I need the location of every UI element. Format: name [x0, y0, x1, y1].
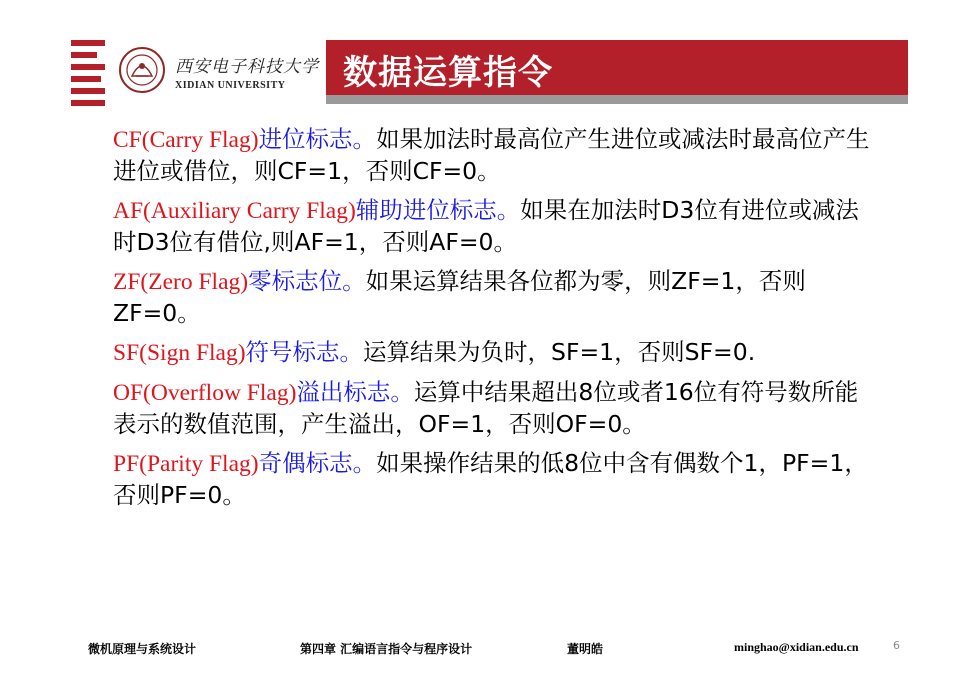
page-number: 6	[893, 639, 900, 652]
flag-item-zf	[113, 266, 873, 329]
flag-name-en: CF(Carry Flag)	[113, 127, 259, 153]
university-name-en: XIDIAN UNIVERSITY	[175, 80, 286, 91]
flag-name-zh: 进位标志。	[258, 125, 377, 153]
side-bar	[71, 64, 105, 70]
side-bar	[71, 88, 105, 94]
side-bar	[71, 40, 105, 46]
flag-item-cf	[113, 124, 873, 187]
flag-name-zh: 奇偶标志。	[258, 449, 377, 477]
flag-name-zh: 溢出标志。	[296, 378, 414, 406]
flag-description: 运算中结果超出8位或者16位有符号数所能表示的数值范围，产生溢出，OF=1，否则OF=0。	[113, 378, 859, 438]
flag-item-pf	[113, 448, 873, 511]
slide-title: 数据运算指令	[343, 53, 553, 93]
flag-name-en: AF(Auxiliary Carry Flag)	[113, 198, 356, 224]
title-shadow	[326, 95, 908, 104]
flag-list	[113, 124, 873, 519]
footer-email: minghao@xidian.edu.cn	[734, 640, 859, 654]
side-bar	[71, 52, 97, 58]
footer-course: 微机原理与系统设计	[88, 642, 197, 656]
flag-description: 如果在加法时D3位有进位或减法时D3位有借位,则AF=1，否则AF=0。	[113, 196, 859, 256]
flag-name-en: OF(Overflow Flag)	[113, 380, 297, 406]
flag-name-en: PF(Parity Flag)	[113, 451, 259, 477]
side-bar	[71, 76, 101, 82]
flag-description: 如果操作结果的低8位中含有偶数个1，PF=1，否则PF=0。	[113, 449, 868, 509]
flag-item-of	[113, 377, 873, 440]
footer-author: 董明皓	[567, 642, 604, 656]
side-bar	[71, 100, 105, 106]
footer-chapter: 第四章 汇编语言指令与程序设计	[300, 642, 473, 656]
university-name-cn: 西安电子科技大学	[175, 57, 319, 77]
flag-name-zh: 辅助进位标志。	[355, 196, 521, 224]
flag-description: 如果加法时最高位产生进位或减法时最高位产生进位或借位，则CF=1，否则CF=0。	[113, 125, 870, 185]
flag-description: 运算结果为负时，SF=1，否则SF=0.	[363, 338, 756, 366]
flag-name-zh: 零标志位。	[248, 267, 366, 295]
flag-name-zh: 符号标志。	[245, 338, 364, 366]
flag-name-en: SF(Sign Flag)	[113, 340, 246, 366]
university-logo-icon	[118, 46, 166, 94]
flag-description: 如果运算结果各位都为零，则ZF=1，否则ZF=0。	[113, 267, 806, 327]
flag-name-en: ZF(Zero Flag)	[113, 269, 249, 295]
flag-item-sf	[113, 337, 873, 369]
flag-item-af	[113, 195, 873, 258]
decorative-side-bars	[71, 40, 105, 112]
